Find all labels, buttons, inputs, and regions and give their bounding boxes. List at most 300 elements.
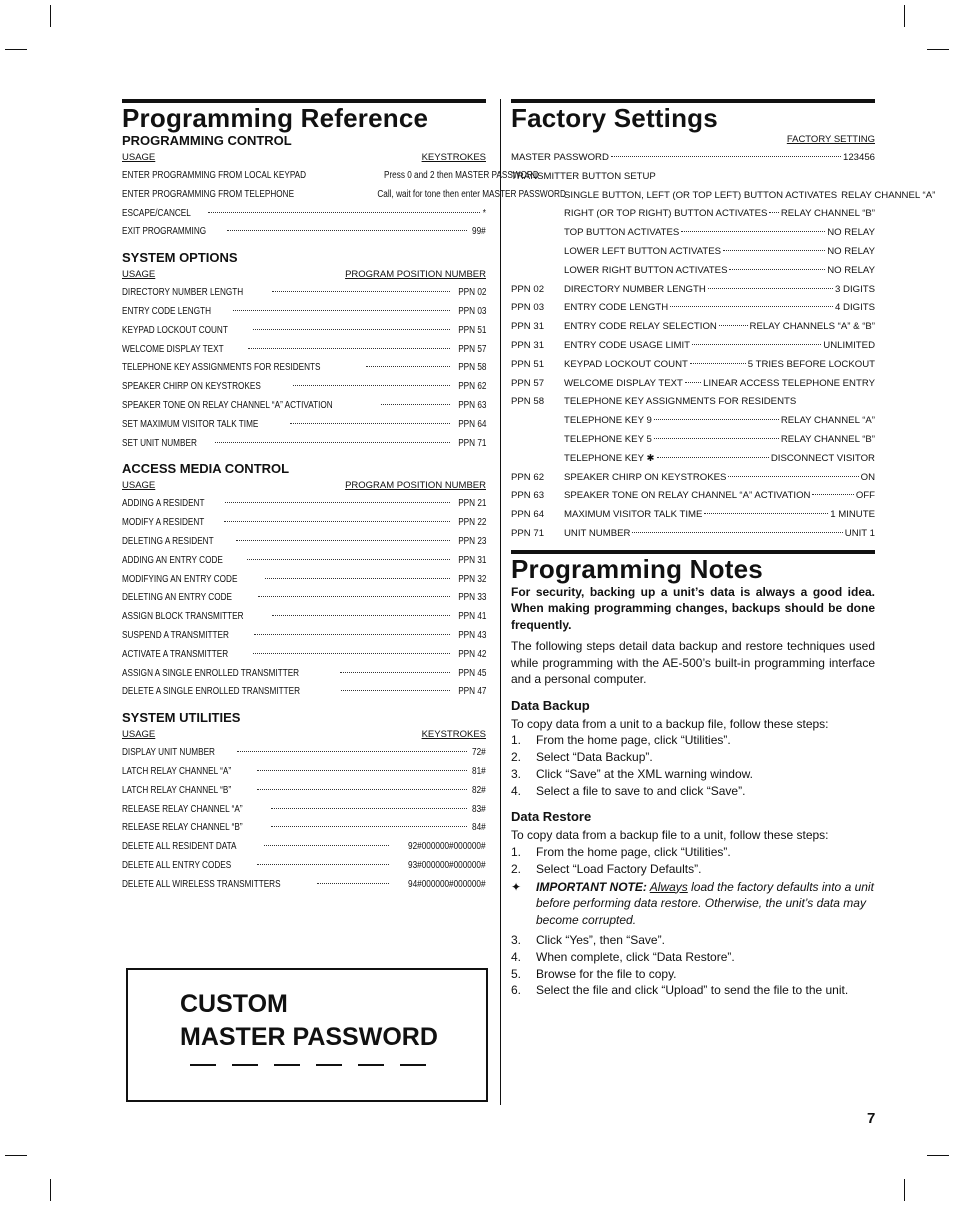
password-blank (358, 1064, 384, 1066)
dot-leader (290, 422, 449, 424)
ppn-code: PPN 02 (511, 283, 545, 295)
dot-leader (271, 825, 467, 827)
reference-row (122, 341, 486, 360)
section-heading: SYSTEM OPTIONS (122, 250, 238, 266)
dot-leader (237, 750, 467, 752)
reference-row (122, 186, 566, 205)
important-note (511, 879, 875, 929)
reference-row (122, 838, 486, 857)
data-backup-intro: To copy data from a unit to a backup file, follow these steps: (511, 716, 829, 731)
row-label: WELCOME DISPLAY TEXT (122, 343, 224, 355)
transmitter-row (511, 262, 875, 281)
dot-leader (224, 520, 449, 522)
data-restore-heading: Data Restore (511, 809, 592, 825)
reference-row (122, 763, 486, 782)
programming-notes (511, 584, 875, 999)
reference-row (122, 397, 486, 416)
step-item (511, 749, 875, 766)
dot-leader (293, 384, 449, 386)
setting-value: UNLIMITED (823, 339, 875, 351)
reference-row (122, 514, 486, 533)
dot-leader (728, 475, 858, 477)
row-value: 72# (472, 747, 486, 759)
setting-value: 1 MINUTE (830, 509, 875, 521)
step-text: When complete, click “Data Restore”. (536, 949, 735, 964)
reference-row (122, 876, 486, 895)
reference-section (122, 710, 486, 894)
ppn-row (511, 487, 875, 506)
setting-value: RELAY CHANNEL “A” (841, 189, 936, 201)
password-blank (316, 1064, 342, 1066)
row-value: PPN 22 (457, 517, 486, 529)
row-value: PPN 51 (457, 324, 486, 336)
usage-col-header: USAGE (122, 152, 156, 163)
row-label: ENTER PROGRAMMING FROM TELEPHONE (122, 188, 295, 200)
row-value: PPN 64 (457, 418, 486, 430)
ppn-code: PPN 58 (511, 396, 545, 408)
reference-row (122, 378, 486, 397)
dot-leader (233, 309, 450, 311)
row-label: SET MAXIMUM VISITOR TALK TIME (122, 418, 259, 430)
dot-leader (272, 290, 450, 292)
section-heading: PROGRAMMING CONTROL (122, 133, 292, 148)
row-value: 82# (472, 784, 486, 796)
step-text: Select “Data Backup”. (536, 750, 653, 765)
setting-label: TELEPHONE KEY ✱ (564, 452, 655, 464)
ppn-row (511, 299, 875, 318)
setting-label: TOP BUTTON ACTIVATES (564, 227, 680, 239)
dot-leader (264, 844, 390, 846)
setting-label: SINGLE BUTTON, LEFT (OR TOP LEFT) BUTTON ACTIVATES (564, 189, 838, 201)
data-restore-intro: To copy data from a backup file to a unit, follow these steps: (511, 828, 829, 843)
row-label: RELEASE RELAY CHANNEL “B” (122, 822, 243, 834)
dot-leader (708, 287, 833, 289)
setting-label: RIGHT (OR TOP RIGHT) BUTTON ACTIVATES (564, 208, 768, 220)
step-number: 4. (511, 949, 522, 964)
ppn-code: PPN 63 (511, 490, 545, 502)
setting-value: RELAY CHANNEL “B” (780, 208, 875, 220)
step-item (511, 844, 875, 861)
page-title: Programming Reference (122, 103, 429, 133)
step-text: Browse for the file to copy. (536, 966, 677, 981)
password-box-line1: CUSTOM (180, 990, 288, 1018)
row-label: DELETE ALL ENTRY CODES (122, 859, 232, 871)
data-restore-steps (511, 844, 875, 878)
reference-row (122, 435, 486, 454)
setting-value: 123456 (842, 152, 875, 163)
password-blanks (190, 1064, 426, 1066)
usage-col-header: USAGE (122, 480, 156, 492)
telephone-key-row (511, 412, 875, 431)
data-backup-heading: Data Backup (511, 697, 590, 713)
ppn-row (511, 375, 875, 394)
setting-value: 4 DIGITS (835, 302, 875, 314)
crop-mark (927, 1155, 949, 1156)
ppn-row (511, 525, 875, 544)
ppn-code: PPN 51 (511, 358, 545, 370)
reference-row (122, 589, 486, 608)
row-label: SPEAKER TONE ON RELAY CHANNEL “A” ACTIVATION (122, 399, 333, 411)
step-number: 6. (511, 983, 522, 998)
dot-leader (265, 577, 450, 579)
row-label: DISPLAY UNIT NUMBER (122, 747, 215, 759)
reference-row (122, 857, 486, 876)
important-note-text (536, 879, 875, 929)
row-value: 92#000000#000000# (408, 841, 486, 853)
setting-value: 3 DIGITS (835, 283, 875, 295)
row-label: MODIFY A RESIDENT (122, 517, 205, 529)
dot-leader (341, 689, 449, 691)
factory-settings-column (511, 99, 936, 999)
row-label: TELEPHONE KEY ASSIGNMENTS FOR RESIDENTS (122, 362, 321, 374)
reference-row (122, 744, 486, 763)
dot-leader (227, 229, 468, 231)
transmitter-row (511, 187, 936, 206)
row-label: ADDING AN ENTRY CODE (122, 554, 223, 566)
section-column-headers (122, 726, 486, 744)
data-restore-steps-continued (511, 932, 875, 999)
row-value: * (482, 207, 486, 219)
dot-leader (215, 441, 449, 443)
crop-mark (927, 49, 949, 50)
programming-notes-title: Programming Notes (511, 553, 763, 584)
dot-leader (366, 365, 449, 367)
password-box-line2: MASTER PASSWORD (180, 1023, 438, 1051)
step-item (511, 766, 875, 783)
password-blank (232, 1064, 258, 1066)
setting-label: TELEPHONE KEY 5 (564, 433, 652, 445)
step-number: 5. (511, 966, 522, 981)
important-note-label: IMPORTANT NOTE: (536, 879, 647, 894)
step-text: From the home page, click “Utilities”. (536, 733, 731, 748)
dot-leader (670, 305, 833, 307)
factory-settings-title: Factory Settings (511, 103, 718, 133)
section-column-headers (122, 266, 486, 284)
row-value: PPN 43 (457, 629, 486, 641)
step-text: Select the file and click “Upload” to send the file to the unit. (536, 983, 849, 998)
important-note-word: Always (649, 879, 688, 894)
dot-leader (253, 652, 449, 654)
row-value: PPN 58 (457, 362, 486, 374)
section-column-headers (122, 477, 486, 495)
row-value: 81# (472, 765, 486, 777)
step-text: Click “Yes”, then “Save”. (536, 932, 665, 947)
setting-value: UNIT 1 (844, 527, 875, 539)
setting-value: LINEAR ACCESS TELEPHONE ENTRY (703, 377, 875, 389)
row-value: PPN 23 (457, 535, 486, 547)
dot-leader (704, 512, 828, 514)
reference-row (122, 533, 486, 552)
dot-leader (381, 403, 450, 405)
ppn-row (511, 393, 875, 412)
step-item (511, 966, 875, 983)
setting-label: TELEPHONE KEY 9 (564, 415, 652, 427)
telephone-key-row (511, 431, 875, 450)
setting-label: SPEAKER TONE ON RELAY CHANNEL “A” ACTIVATION (564, 490, 811, 502)
step-text: Select a file to save to and click “Save”. (536, 783, 746, 798)
step-item (511, 949, 875, 966)
dot-leader (654, 418, 779, 420)
row-value: PPN 57 (457, 343, 486, 355)
dot-leader (611, 155, 841, 157)
dot-leader (257, 769, 467, 771)
setting-label: SPEAKER CHIRP ON KEYSTROKES (564, 471, 727, 483)
row-label: ASSIGN BLOCK TRANSMITTER (122, 611, 244, 623)
factory-settings-table (511, 149, 936, 544)
dot-leader (225, 501, 450, 503)
dot-leader (812, 493, 853, 495)
row-value: PPN 62 (457, 381, 486, 393)
step-item (511, 932, 875, 949)
dot-leader (729, 268, 825, 270)
ppn-row (511, 318, 875, 337)
column-divider (500, 99, 501, 1105)
crop-mark (904, 1179, 905, 1201)
reference-section (122, 133, 566, 242)
setting-label: ENTRY CODE USAGE LIMIT (564, 339, 690, 351)
dot-leader (271, 807, 467, 809)
setting-value: RELAY CHANNEL “A” (780, 415, 875, 427)
step-item (511, 861, 875, 878)
dot-leader (632, 531, 842, 533)
ppn-code: PPN 64 (511, 509, 545, 521)
step-text: Select “Load Factory Defaults”. (536, 861, 702, 876)
row-value: PPN 47 (457, 686, 486, 698)
ppn-row (511, 337, 875, 356)
crop-mark (50, 5, 51, 27)
transmitter-row (511, 205, 875, 224)
row-value: PPN 32 (457, 573, 486, 585)
row-value: Call, wait for tone then enter MASTER PASSWORD (377, 188, 566, 200)
dot-leader (236, 539, 450, 541)
important-note-body: load the factory defaults into a unit before performing data restore. Otherwise, the unit’s data may become corrupted. (536, 879, 874, 928)
reference-row (122, 167, 540, 186)
row-label: SUSPEND A TRANSMITTER (122, 629, 229, 641)
row-value: PPN 02 (457, 287, 486, 299)
dot-leader (723, 249, 825, 251)
row-value: PPN 42 (457, 648, 486, 660)
step-item (511, 982, 875, 999)
step-item (511, 783, 875, 800)
row-label: ASSIGN A SINGLE ENROLLED TRANSMITTER (122, 667, 300, 679)
setting-label: LOWER LEFT BUTTON ACTIVATES (564, 245, 722, 257)
row-label: LATCH RELAY CHANNEL “B” (122, 784, 232, 796)
row-label: ADDING A RESIDENT (122, 498, 205, 510)
reference-row (122, 416, 486, 435)
row-value: 93#000000#000000# (408, 859, 486, 871)
reference-row (122, 627, 486, 646)
reference-row (122, 819, 486, 838)
dot-leader (247, 558, 450, 560)
row-label: LATCH RELAY CHANNEL “A” (122, 765, 232, 777)
step-number: 2. (511, 861, 522, 876)
crop-mark (5, 1155, 27, 1156)
reference-row (122, 205, 486, 224)
reference-row (122, 495, 486, 514)
setting-value: ON (860, 471, 875, 483)
row-label: ENTER PROGRAMMING FROM LOCAL KEYPAD (122, 170, 307, 181)
row-label: ESCAPE/CANCEL (122, 207, 191, 219)
row-value: 84# (472, 822, 486, 834)
dot-leader (257, 788, 467, 790)
dot-leader (317, 882, 389, 884)
section-column-headers (122, 149, 486, 167)
step-number: 1. (511, 844, 522, 859)
notes-intro-bold: For security, backing up a unit’s data is always a good idea. When making programming changes, backups should be done frequently. (511, 584, 875, 632)
reference-row (122, 552, 486, 571)
reference-row (122, 683, 486, 702)
row-value: 83# (472, 803, 486, 815)
dot-leader (657, 456, 769, 458)
value-col-header: PROGRAM POSITION NUMBER (345, 480, 486, 492)
ppn-row (511, 506, 875, 525)
transmitter-row (511, 243, 875, 262)
dot-leader (254, 633, 449, 635)
step-number: 3. (511, 766, 522, 781)
ppn-code: PPN 31 (511, 321, 545, 333)
row-value: PPN 71 (457, 437, 486, 449)
dot-leader (208, 211, 480, 213)
password-blank (190, 1064, 216, 1066)
step-number: 3. (511, 932, 522, 947)
setting-label: MAXIMUM VISITOR TALK TIME (564, 509, 703, 521)
row-value: PPN 63 (457, 399, 486, 411)
setting-value: NO RELAY (827, 264, 875, 276)
setting-label: LOWER RIGHT BUTTON ACTIVATES (564, 264, 728, 276)
row-label: KEYPAD LOCKOUT COUNT (122, 324, 228, 336)
ppn-row (511, 281, 875, 300)
step-number: 4. (511, 783, 522, 798)
row-value: 94#000000#000000# (408, 878, 486, 890)
setting-label: UNIT NUMBER (564, 527, 631, 539)
setting-value: DISCONNECT VISITOR (770, 452, 875, 464)
row-label: ACTIVATE A TRANSMITTER (122, 648, 229, 660)
reference-row (122, 284, 486, 303)
transmitter-row (511, 224, 875, 243)
setting-value: 5 TRIES BEFORE LOCKOUT (747, 358, 875, 370)
reference-row (122, 223, 486, 242)
row-label: RELEASE RELAY CHANNEL “A” (122, 803, 243, 815)
section-heading: SYSTEM UTILITIES (122, 710, 241, 726)
setting-label: MASTER PASSWORD (511, 152, 609, 163)
ppn-code: PPN 31 (511, 339, 545, 351)
factory-setting-header (511, 131, 875, 149)
transmitter-setup-text: TRANSMITTER BUTTON SETUP (511, 170, 656, 182)
reference-row (122, 665, 486, 684)
setting-label: ENTRY CODE RELAY SELECTION (564, 321, 717, 333)
reference-row (122, 359, 486, 378)
row-label: DELETE ALL WIRELESS TRANSMITTERS (122, 878, 281, 890)
reference-row (122, 646, 486, 665)
setting-value: RELAY CHANNEL “B” (780, 433, 875, 445)
row-value: PPN 21 (457, 498, 486, 510)
notes-intro: The following steps detail data backup and restore techniques used while programming with the AE-500’s built-in programming interface and a personal computer. (511, 639, 875, 687)
value-col-header: KEYSTROKES (421, 152, 486, 163)
row-label: DELETING A RESIDENT (122, 535, 214, 547)
data-backup-steps (511, 732, 875, 799)
section-heading: ACCESS MEDIA CONTROL (122, 461, 290, 477)
crop-mark (904, 5, 905, 27)
setting-label: WELCOME DISPLAY TEXT (564, 377, 683, 389)
reference-row (122, 782, 486, 801)
row-label: SET UNIT NUMBER (122, 437, 197, 449)
step-number: 2. (511, 750, 522, 765)
step-text: Click “Save” at the XML warning window. (536, 766, 753, 781)
dot-leader (258, 595, 449, 597)
row-label: DELETE ALL RESIDENT DATA (122, 841, 237, 853)
password-blank (400, 1064, 426, 1066)
setting-label: TELEPHONE KEY ASSIGNMENTS FOR RESIDENTS (564, 396, 797, 408)
row-label: SPEAKER CHIRP ON KEYSTROKES (122, 381, 261, 393)
setting-value: NO RELAY (827, 245, 875, 257)
setting-label: KEYPAD LOCKOUT COUNT (564, 358, 688, 370)
master-password-row (511, 149, 875, 168)
row-label: MODIFYING AN ENTRY CODE (122, 573, 238, 585)
ppn-code: PPN 03 (511, 302, 545, 314)
telephone-key-row (511, 450, 875, 469)
row-value: 99# (472, 226, 486, 238)
row-label: EXIT PROGRAMMING (122, 226, 207, 238)
custom-password-box (126, 968, 488, 1102)
usage-col-header: USAGE (122, 729, 156, 741)
value-col-header: PROGRAM POSITION NUMBER (345, 269, 486, 281)
row-value: PPN 45 (457, 667, 486, 679)
dot-leader (340, 671, 450, 673)
dot-leader (692, 343, 821, 345)
setting-label: DIRECTORY NUMBER LENGTH (564, 283, 706, 295)
dot-leader (681, 230, 825, 232)
row-value: PPN 31 (457, 554, 486, 566)
ppn-row (511, 469, 875, 488)
crop-mark (5, 49, 27, 50)
setting-label: ENTRY CODE LENGTH (564, 302, 669, 314)
crop-mark (50, 1179, 51, 1201)
setting-value: NO RELAY (827, 227, 875, 239)
dot-leader (248, 347, 450, 349)
setting-value: RELAY CHANNELS “A” & “B” (749, 321, 875, 333)
reference-row (122, 801, 486, 820)
dot-leader (685, 381, 701, 383)
setting-value: OFF (855, 490, 875, 502)
dot-leader (257, 863, 389, 865)
reference-section (122, 461, 486, 702)
row-label: ENTRY CODE LENGTH (122, 305, 212, 317)
password-box-title (180, 988, 438, 1054)
password-blank (274, 1064, 300, 1066)
usage-col-header: USAGE (122, 269, 156, 281)
ppn-row (511, 356, 875, 375)
reference-row (122, 322, 486, 341)
step-number: 1. (511, 733, 522, 748)
reference-section (122, 250, 486, 453)
ppn-code: PPN 57 (511, 377, 545, 389)
row-label: DELETING AN ENTRY CODE (122, 592, 232, 604)
reference-row (122, 608, 486, 627)
value-col-header: KEYSTROKES (421, 729, 486, 741)
dot-leader (272, 614, 449, 616)
dot-leader (690, 362, 746, 364)
dot-leader (769, 211, 778, 213)
transmitter-setup-label (511, 168, 875, 187)
row-value: Press 0 and 2 then MASTER PASSWORD (384, 170, 540, 181)
ppn-code: PPN 62 (511, 471, 545, 483)
reference-row (122, 571, 486, 590)
row-value: PPN 33 (457, 592, 486, 604)
dot-leader (719, 324, 748, 326)
row-label: DELETE A SINGLE ENROLLED TRANSMITTER (122, 686, 301, 698)
dot-leader (253, 328, 449, 330)
ppn-code: PPN 71 (511, 527, 545, 539)
